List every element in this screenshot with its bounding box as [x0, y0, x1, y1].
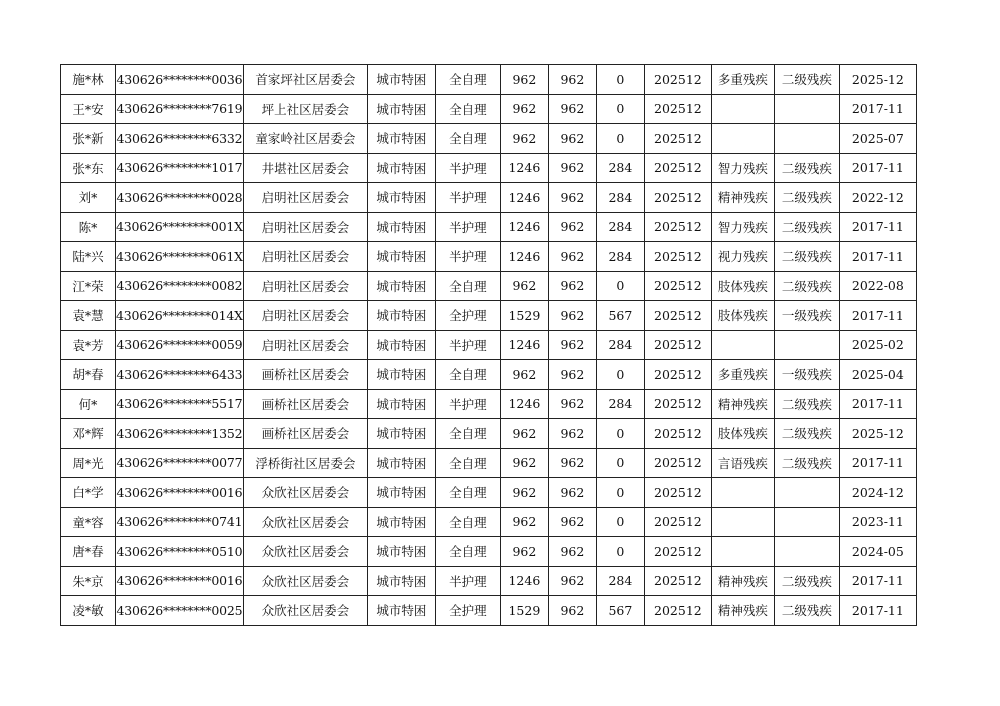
id-number-cell: 430626********001X	[116, 212, 244, 242]
disability-type-cell: 精神残疾	[711, 566, 774, 596]
table-row	[61, 419, 917, 449]
month-cell: 202512	[644, 301, 711, 331]
month-cell: 202512	[644, 360, 711, 390]
category-cell: 城市特困	[367, 301, 435, 331]
disability-type-cell	[711, 537, 774, 567]
disability-grade-cell: 二级残疾	[774, 419, 839, 449]
base-amount-cell: 962	[548, 330, 596, 360]
disability-type-cell	[711, 507, 774, 537]
table-row	[61, 242, 917, 272]
base-amount-cell: 962	[548, 566, 596, 596]
start-date-cell: 2017-11	[839, 94, 916, 124]
id-number-cell: 430626********0059	[116, 330, 244, 360]
total-amount-cell: 1246	[500, 389, 548, 419]
base-amount-cell: 962	[548, 65, 596, 95]
start-date-cell: 2017-11	[839, 566, 916, 596]
disability-type-cell: 多重残疾	[711, 65, 774, 95]
disability-type-cell: 智力残疾	[711, 212, 774, 242]
disability-grade-cell	[774, 507, 839, 537]
category-cell: 城市特困	[367, 330, 435, 360]
table-row	[61, 478, 917, 508]
table-row	[61, 153, 917, 183]
care-level-cell: 全自理	[435, 65, 500, 95]
disability-grade-cell: 二级残疾	[774, 212, 839, 242]
start-date-cell: 2017-11	[839, 448, 916, 478]
table-row	[61, 389, 917, 419]
disability-type-cell: 精神残疾	[711, 183, 774, 213]
disability-type-cell: 肢体残疾	[711, 271, 774, 301]
care-subsidy-cell: 567	[596, 596, 644, 626]
table-row	[61, 212, 917, 242]
id-number-cell: 430626********0082	[116, 271, 244, 301]
disability-grade-cell	[774, 537, 839, 567]
start-date-cell: 2017-11	[839, 596, 916, 626]
community-cell: 启明社区居委会	[243, 330, 367, 360]
disability-type-cell	[711, 94, 774, 124]
start-date-cell: 2017-11	[839, 389, 916, 419]
care-subsidy-cell: 284	[596, 389, 644, 419]
id-number-cell: 430626********0510	[116, 537, 244, 567]
id-number-cell: 430626********061X	[116, 242, 244, 272]
month-cell: 202512	[644, 242, 711, 272]
id-number-cell: 430626********0025	[116, 596, 244, 626]
care-level-cell: 半护理	[435, 242, 500, 272]
total-amount-cell: 1246	[500, 183, 548, 213]
name-cell: 张*东	[61, 153, 116, 183]
community-cell: 画桥社区居委会	[243, 419, 367, 449]
table-body	[61, 65, 917, 626]
month-cell: 202512	[644, 419, 711, 449]
name-cell: 何*	[61, 389, 116, 419]
care-subsidy-cell: 284	[596, 183, 644, 213]
total-amount-cell: 962	[500, 124, 548, 154]
community-cell: 众欣社区居委会	[243, 566, 367, 596]
disability-grade-cell	[774, 94, 839, 124]
id-number-cell: 430626********0077	[116, 448, 244, 478]
category-cell: 城市特困	[367, 537, 435, 567]
base-amount-cell: 962	[548, 301, 596, 331]
base-amount-cell: 962	[548, 596, 596, 626]
disability-grade-cell: 一级残疾	[774, 360, 839, 390]
disability-grade-cell: 二级残疾	[774, 596, 839, 626]
id-number-cell: 430626********0016	[116, 566, 244, 596]
category-cell: 城市特困	[367, 124, 435, 154]
name-cell: 张*新	[61, 124, 116, 154]
category-cell: 城市特困	[367, 242, 435, 272]
start-date-cell: 2017-11	[839, 301, 916, 331]
table-row	[61, 94, 917, 124]
base-amount-cell: 962	[548, 153, 596, 183]
id-number-cell: 430626********7619	[116, 94, 244, 124]
base-amount-cell: 962	[548, 271, 596, 301]
start-date-cell: 2025-07	[839, 124, 916, 154]
community-cell: 画桥社区居委会	[243, 360, 367, 390]
disability-type-cell: 智力残疾	[711, 153, 774, 183]
care-subsidy-cell: 0	[596, 124, 644, 154]
care-level-cell: 全自理	[435, 448, 500, 478]
category-cell: 城市特困	[367, 419, 435, 449]
base-amount-cell: 962	[548, 389, 596, 419]
month-cell: 202512	[644, 212, 711, 242]
table-row	[61, 65, 917, 95]
category-cell: 城市特困	[367, 448, 435, 478]
community-cell: 启明社区居委会	[243, 271, 367, 301]
table-row	[61, 537, 917, 567]
category-cell: 城市特困	[367, 566, 435, 596]
category-cell: 城市特困	[367, 153, 435, 183]
total-amount-cell: 1529	[500, 301, 548, 331]
disability-grade-cell: 二级残疾	[774, 242, 839, 272]
care-subsidy-cell: 0	[596, 360, 644, 390]
start-date-cell: 2025-02	[839, 330, 916, 360]
care-level-cell: 半护理	[435, 330, 500, 360]
community-cell: 童家岭社区居委会	[243, 124, 367, 154]
total-amount-cell: 1246	[500, 242, 548, 272]
total-amount-cell: 1529	[500, 596, 548, 626]
disability-type-cell	[711, 478, 774, 508]
base-amount-cell: 962	[548, 507, 596, 537]
category-cell: 城市特困	[367, 65, 435, 95]
disability-grade-cell	[774, 124, 839, 154]
category-cell: 城市特困	[367, 360, 435, 390]
id-number-cell: 430626********1352	[116, 419, 244, 449]
base-amount-cell: 962	[548, 360, 596, 390]
id-number-cell: 430626********1017	[116, 153, 244, 183]
care-subsidy-cell: 284	[596, 153, 644, 183]
care-subsidy-cell: 0	[596, 94, 644, 124]
total-amount-cell: 962	[500, 537, 548, 567]
table-row	[61, 183, 917, 213]
community-cell: 启明社区居委会	[243, 183, 367, 213]
name-cell: 白*学	[61, 478, 116, 508]
table-row	[61, 507, 917, 537]
name-cell: 江*荣	[61, 271, 116, 301]
start-date-cell: 2024-12	[839, 478, 916, 508]
table-row	[61, 566, 917, 596]
id-number-cell: 430626********0741	[116, 507, 244, 537]
community-cell: 井堪社区居委会	[243, 153, 367, 183]
total-amount-cell: 962	[500, 448, 548, 478]
start-date-cell: 2025-04	[839, 360, 916, 390]
id-number-cell: 430626********0036	[116, 65, 244, 95]
care-subsidy-cell: 0	[596, 271, 644, 301]
name-cell: 陈*	[61, 212, 116, 242]
care-level-cell: 全自理	[435, 537, 500, 567]
month-cell: 202512	[644, 537, 711, 567]
community-cell: 首家坪社区居委会	[243, 65, 367, 95]
total-amount-cell: 1246	[500, 212, 548, 242]
total-amount-cell: 962	[500, 360, 548, 390]
community-cell: 众欣社区居委会	[243, 507, 367, 537]
care-subsidy-cell: 0	[596, 537, 644, 567]
total-amount-cell: 962	[500, 419, 548, 449]
care-level-cell: 半护理	[435, 212, 500, 242]
name-cell: 刘*	[61, 183, 116, 213]
care-subsidy-cell: 284	[596, 330, 644, 360]
month-cell: 202512	[644, 65, 711, 95]
disability-grade-cell: 一级残疾	[774, 301, 839, 331]
base-amount-cell: 962	[548, 212, 596, 242]
base-amount-cell: 962	[548, 478, 596, 508]
month-cell: 202512	[644, 153, 711, 183]
category-cell: 城市特困	[367, 212, 435, 242]
month-cell: 202512	[644, 124, 711, 154]
name-cell: 周*光	[61, 448, 116, 478]
base-amount-cell: 962	[548, 242, 596, 272]
category-cell: 城市特困	[367, 94, 435, 124]
community-cell: 浮桥街社区居委会	[243, 448, 367, 478]
total-amount-cell: 962	[500, 65, 548, 95]
table-row	[61, 271, 917, 301]
care-subsidy-cell: 0	[596, 448, 644, 478]
name-cell: 唐*春	[61, 537, 116, 567]
care-subsidy-cell: 0	[596, 65, 644, 95]
base-amount-cell: 962	[548, 183, 596, 213]
start-date-cell: 2024-05	[839, 537, 916, 567]
name-cell: 袁*芳	[61, 330, 116, 360]
id-number-cell: 430626********0016	[116, 478, 244, 508]
name-cell: 朱*京	[61, 566, 116, 596]
start-date-cell: 2022-12	[839, 183, 916, 213]
disability-type-cell: 多重残疾	[711, 360, 774, 390]
month-cell: 202512	[644, 94, 711, 124]
disability-type-cell	[711, 124, 774, 154]
id-number-cell: 430626********6433	[116, 360, 244, 390]
month-cell: 202512	[644, 448, 711, 478]
month-cell: 202512	[644, 478, 711, 508]
community-cell: 启明社区居委会	[243, 242, 367, 272]
id-number-cell: 430626********0028	[116, 183, 244, 213]
base-amount-cell: 962	[548, 419, 596, 449]
disability-grade-cell: 二级残疾	[774, 153, 839, 183]
category-cell: 城市特困	[367, 596, 435, 626]
category-cell: 城市特困	[367, 507, 435, 537]
care-level-cell: 半护理	[435, 183, 500, 213]
disability-grade-cell	[774, 330, 839, 360]
disability-grade-cell	[774, 478, 839, 508]
base-amount-cell: 962	[548, 124, 596, 154]
name-cell: 邓*辉	[61, 419, 116, 449]
month-cell: 202512	[644, 596, 711, 626]
id-number-cell: 430626********6332	[116, 124, 244, 154]
category-cell: 城市特困	[367, 183, 435, 213]
care-subsidy-cell: 0	[596, 507, 644, 537]
care-subsidy-cell: 284	[596, 212, 644, 242]
month-cell: 202512	[644, 330, 711, 360]
care-subsidy-cell: 0	[596, 419, 644, 449]
care-level-cell: 全自理	[435, 124, 500, 154]
id-number-cell: 430626********5517	[116, 389, 244, 419]
name-cell: 童*容	[61, 507, 116, 537]
total-amount-cell: 962	[500, 478, 548, 508]
disability-grade-cell: 二级残疾	[774, 271, 839, 301]
care-subsidy-cell: 567	[596, 301, 644, 331]
care-level-cell: 全自理	[435, 271, 500, 301]
total-amount-cell: 1246	[500, 566, 548, 596]
community-cell: 众欣社区居委会	[243, 596, 367, 626]
name-cell: 陆*兴	[61, 242, 116, 272]
community-cell: 众欣社区居委会	[243, 537, 367, 567]
disability-type-cell: 肢体残疾	[711, 419, 774, 449]
disability-grade-cell: 二级残疾	[774, 65, 839, 95]
start-date-cell: 2025-12	[839, 419, 916, 449]
table-row	[61, 301, 917, 331]
month-cell: 202512	[644, 183, 711, 213]
disability-grade-cell: 二级残疾	[774, 183, 839, 213]
total-amount-cell: 962	[500, 507, 548, 537]
start-date-cell: 2017-11	[839, 212, 916, 242]
month-cell: 202512	[644, 271, 711, 301]
community-cell: 启明社区居委会	[243, 301, 367, 331]
community-cell: 画桥社区居委会	[243, 389, 367, 419]
disability-type-cell: 言语残疾	[711, 448, 774, 478]
start-date-cell: 2022-08	[839, 271, 916, 301]
community-cell: 坪上社区居委会	[243, 94, 367, 124]
disability-type-cell: 视力残疾	[711, 242, 774, 272]
base-amount-cell: 962	[548, 537, 596, 567]
care-level-cell: 全护理	[435, 301, 500, 331]
disability-type-cell: 精神残疾	[711, 389, 774, 419]
start-date-cell: 2025-12	[839, 65, 916, 95]
total-amount-cell: 1246	[500, 330, 548, 360]
care-subsidy-cell: 284	[596, 566, 644, 596]
total-amount-cell: 962	[500, 271, 548, 301]
base-amount-cell: 962	[548, 448, 596, 478]
care-level-cell: 全护理	[435, 596, 500, 626]
name-cell: 王*安	[61, 94, 116, 124]
disability-grade-cell: 二级残疾	[774, 566, 839, 596]
table-row	[61, 596, 917, 626]
disability-type-cell: 肢体残疾	[711, 301, 774, 331]
table-row	[61, 124, 917, 154]
name-cell: 袁*慧	[61, 301, 116, 331]
total-amount-cell: 1246	[500, 153, 548, 183]
category-cell: 城市特困	[367, 389, 435, 419]
disability-grade-cell: 二级残疾	[774, 448, 839, 478]
start-date-cell: 2023-11	[839, 507, 916, 537]
table-row	[61, 330, 917, 360]
relief-recipients-table	[60, 64, 917, 626]
care-level-cell: 全自理	[435, 360, 500, 390]
month-cell: 202512	[644, 389, 711, 419]
disability-type-cell: 精神残疾	[711, 596, 774, 626]
month-cell: 202512	[644, 507, 711, 537]
care-level-cell: 全自理	[435, 94, 500, 124]
care-subsidy-cell: 0	[596, 478, 644, 508]
care-level-cell: 全自理	[435, 507, 500, 537]
name-cell: 施*林	[61, 65, 116, 95]
community-cell: 启明社区居委会	[243, 212, 367, 242]
care-level-cell: 半护理	[435, 389, 500, 419]
total-amount-cell: 962	[500, 94, 548, 124]
start-date-cell: 2017-11	[839, 153, 916, 183]
month-cell: 202512	[644, 566, 711, 596]
care-subsidy-cell: 284	[596, 242, 644, 272]
start-date-cell: 2017-11	[839, 242, 916, 272]
table-row	[61, 448, 917, 478]
community-cell: 众欣社区居委会	[243, 478, 367, 508]
category-cell: 城市特困	[367, 271, 435, 301]
id-number-cell: 430626********014X	[116, 301, 244, 331]
disability-grade-cell: 二级残疾	[774, 389, 839, 419]
category-cell: 城市特困	[367, 478, 435, 508]
care-level-cell: 半护理	[435, 153, 500, 183]
disability-type-cell	[711, 330, 774, 360]
name-cell: 凌*敏	[61, 596, 116, 626]
care-level-cell: 全自理	[435, 478, 500, 508]
table-row	[61, 360, 917, 390]
name-cell: 胡*春	[61, 360, 116, 390]
care-level-cell: 半护理	[435, 566, 500, 596]
base-amount-cell: 962	[548, 94, 596, 124]
care-level-cell: 全自理	[435, 419, 500, 449]
